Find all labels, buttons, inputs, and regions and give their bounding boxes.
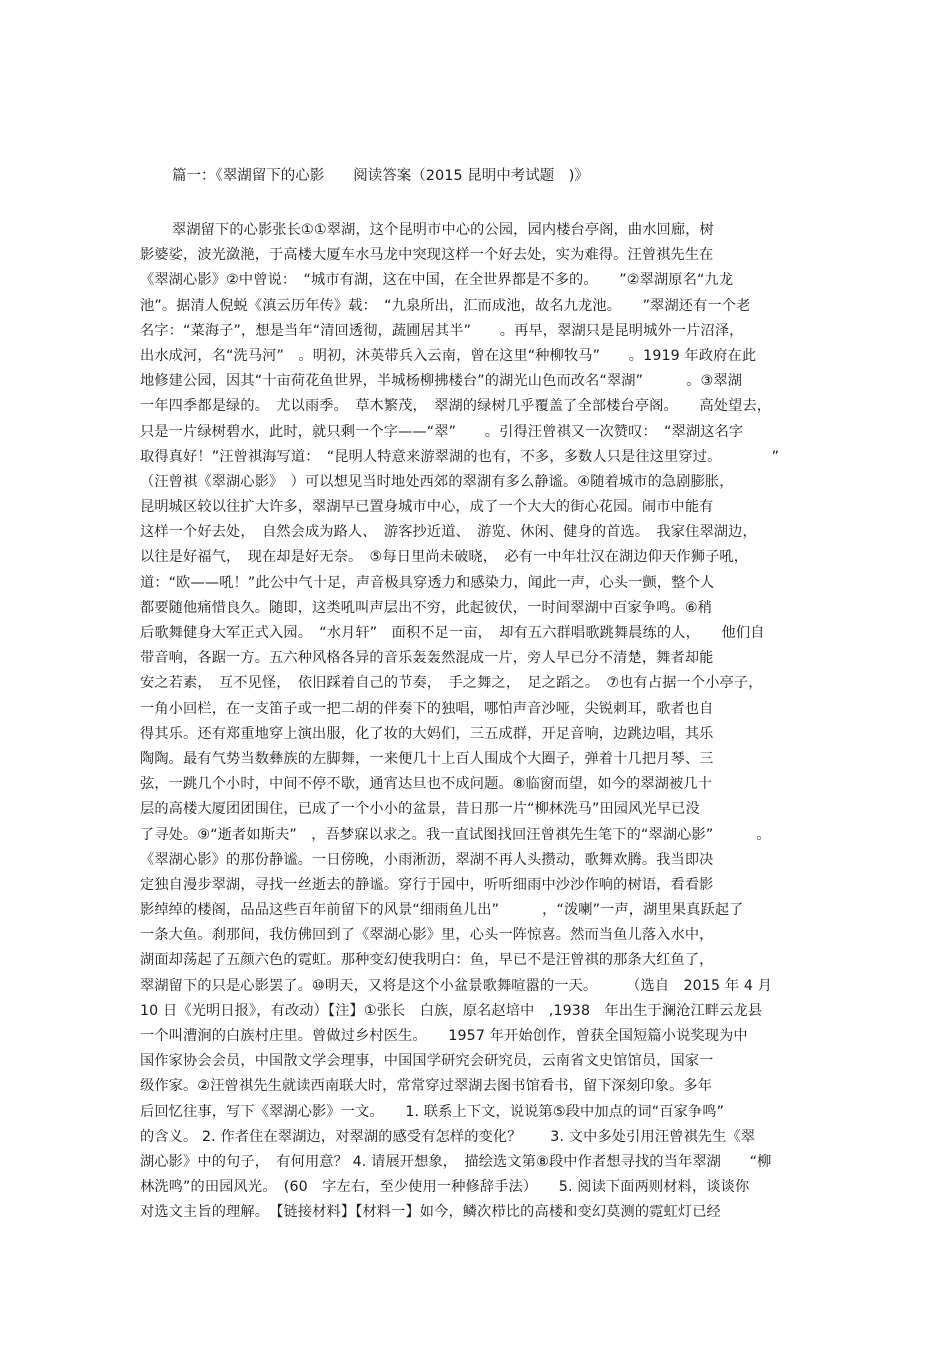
text-line: 湖面却荡起了五颜六色的霓虹。那种变幻使我明白：鱼，早已不是汪曾祺的那条大红鱼了， — [140, 952, 714, 969]
text-line: 湖心影》中的句子， 有何用意？ 4. 请展开想象， 描绘选文第⑧段中作者想寻找的当年翠湖 “柳 — [140, 1153, 772, 1170]
text-line: 都要随他痛惜良久。随即，这类吼叫声层出不穷，此起彼伏，一时间翠湖中百家争鸣。⑥稍 — [140, 599, 713, 616]
text-line: 以往是好福气， 现在却是好无奈。 ⑤每日里尚未破晓， 必有一中年壮汉在湖边仰天作狮子吼， — [140, 549, 749, 566]
text-line: 带音响，各踞一方。五六种风格各异的音乐轰轰然混成一片，旁人早已分不清楚，舞者却能 — [140, 650, 714, 667]
text-line: 这样一个好去处， 自然会成为路人、 游客抄近道、 游览、休闲、健身的首选。 我家住翠湖边， — [140, 524, 757, 541]
text-line: 《翠湖心影》的那份静谧。一日傍晚，小雨淅沥，翠湖不再人头攒动，歌舞欢腾。我当即决 — [140, 851, 714, 868]
text-line: 一个叫漕涧的白族村庄里。曾做过乡村医生。 1957 年开始创作，曾获全国短篇小说奖现为中 — [140, 1028, 748, 1044]
text-line: 林洗鸣”的田园风光。 (60 字左右，至少使用一种修辞手法） 5. 阅读下面两则材料，谈谈你 — [140, 1179, 750, 1196]
text-line: 弦，一跳几个小时，中间不停不歇，通宵达旦也不成问题。⑧临窗而望，如今的翠湖被几十 — [140, 776, 713, 793]
text-line: 影婆娑，波光潋滟，于高楼大厦车水马龙中突现这样一个好去处，实为难得。汪曾祺先生在 — [140, 247, 714, 264]
text-line: 定独自漫步翠湖，寻找一丝逝去的静谧。穿行于园中，听听细雨中沙沙作响的树语，看看影 — [140, 876, 714, 893]
text-line: 10 日《光明日报》，有改动）【注】①张长 白族，原名赵培中 ,1938 年出生于澜沧江畔云龙县 — [140, 1002, 763, 1019]
text-line: （汪曾祺《翠湖心影》 ）可以想见当时地处西郊的翠湖有多么静谧。④随着城市的急剧膨胀， — [140, 473, 734, 490]
text-line: 后回忆往事，写下《翠湖心影》一文。 1. 联系上下文，说说第⑤段中加点的词“百家争鸣” — [140, 1103, 725, 1120]
text-line: 安之若素， 互不见怪， 依旧踩着自己的节奏， 手之舞之， 足之蹈之。 ⑦也有占据一个小亭子， — [140, 675, 763, 692]
text-line: 翠湖留下的心影张长①①翠湖，这个昆明市中心的公园，园内楼台亭阁，曲水回廊，树 — [172, 222, 714, 238]
text-line: 出水成河，名“洗马河” 。明初，沐英带兵入云南，曾在这里“种柳牧马” 。1919 年政府在此 — [140, 347, 757, 364]
text-line: 的含义。 2. 作者住在翠湖边，对翠湖的感受有怎样的变化？ 3. 文中多处引用汪曾祺先生《翠 — [140, 1128, 756, 1145]
text-line: 一年四季都是绿的。 尤以雨季。 草木繁茂， 翠湖的绿树几乎覆盖了全部楼台亭阁。 高处望去， — [140, 398, 772, 415]
text-line: 后歌舞健身大军正式入园。 “水月轩” 面积不足一亩， 却有五六群唱歌跳舞晨练的人， 他们自 — [140, 625, 765, 641]
text-line: 级作家。②汪曾祺先生就读西南联大时，常常穿过翠湖去图书馆看书，留下深刻印象。多年 — [140, 1078, 713, 1095]
text-line: 取得真好！”汪曾祺海写道： “昆明人特意来游翠湖的也有，不多，多数人只是往这里穿过。 ” — [140, 448, 780, 465]
text-line: 层的高楼大厦团团围住，已成了一个小小的盆景，昔日那一片“柳林洗马”田园风光早已没 — [140, 801, 700, 818]
text-line: 名字：“菜海子”，想是当年“清回透彻，蔬圃居其半” 。再早，翠湖只是昆明城外一片沼泽， — [140, 322, 744, 339]
text-line: 影绰绰的楼阁，品品这些百年前留下的风景“细雨鱼儿出” ，“泼喇”一声，湖里果真跃起了 — [140, 902, 744, 919]
article-body — [140, 218, 820, 1226]
text-line: 道：“欧——吼！”此公中气十足，声音极具穿透力和感染力，闻此一声，心头一颤，整个人 — [140, 574, 715, 591]
text-line: 昆明城区较以往扩大许多，翠湖早已置身城市中心，成了一个大大的街心花园。闹市中能有 — [140, 499, 714, 516]
text-line: 一条大鱼。刹那间，我仿佛回到了《翠湖心影》里，心头一阵惊喜。然而当鱼儿落入水中， — [140, 927, 714, 944]
text-line: 只是一片绿树碧水，此时，就只剩一个字——“翠” 。引得汪曾祺又一次赞叹： “翠湖这名字 — [140, 423, 744, 440]
text-line: 得其乐。还有郑重地穿上演出服，化了妆的大妈们，三五成群，开足音响，边跳边唱，其乐 — [140, 725, 714, 742]
text-line: 了寻处。⑨“逝者如斯夫” ，吾梦寐以求之。我一直试图找回汪曾祺先生笔下的“翠湖心影” 。 — [140, 826, 771, 843]
text-line: 池”。据清人倪蜕《滇云历年传》载： “九泉所出，汇而成池，故名九龙池。 ”翠湖还有一个老 — [140, 297, 751, 314]
text-line: 国作家协会会员，中国散文学会理事，中国国学研究会研究员，云南省文史馆馆员，国家一 — [140, 1053, 714, 1070]
text-line: 翠湖留下的只是心影罢了。⑩明天，又将是这个小盆景歌舞喧嚣的一天。 （选自 2015 年 4 月 — [140, 977, 773, 994]
text-line: 陶陶。最有气势当数彝族的左脚舞，一来便几十上百人围成个大圈子，弹着十几把月琴、三 — [140, 750, 714, 767]
text-line: 《翠湖心影》②中曾说： “城市有湖，这在中国，在全世界都是不多的。 ”②翠湖原名“九龙 — [140, 272, 734, 289]
document-title: 篇一：《翠湖留下的心影 阅读答案（2015 昆明中考试题 )》 — [172, 168, 589, 184]
text-line: 一角小回栏，在一支笛子或一把二胡的伴奏下的独唱，哪怕声音沙哑，尖锐刺耳，歌者也自 — [140, 700, 714, 717]
text-line: 地修建公园，因其“十亩荷花鱼世界，半城杨柳拂楼台”的湖光山色而改名“翠湖” 。③翠湖 — [140, 373, 743, 390]
text-line: 对选文主旨的理解。 【链接材料】【材料一】如今，鳞次栉比的高楼和变幻莫测的霓虹灯已经 — [140, 1204, 721, 1221]
